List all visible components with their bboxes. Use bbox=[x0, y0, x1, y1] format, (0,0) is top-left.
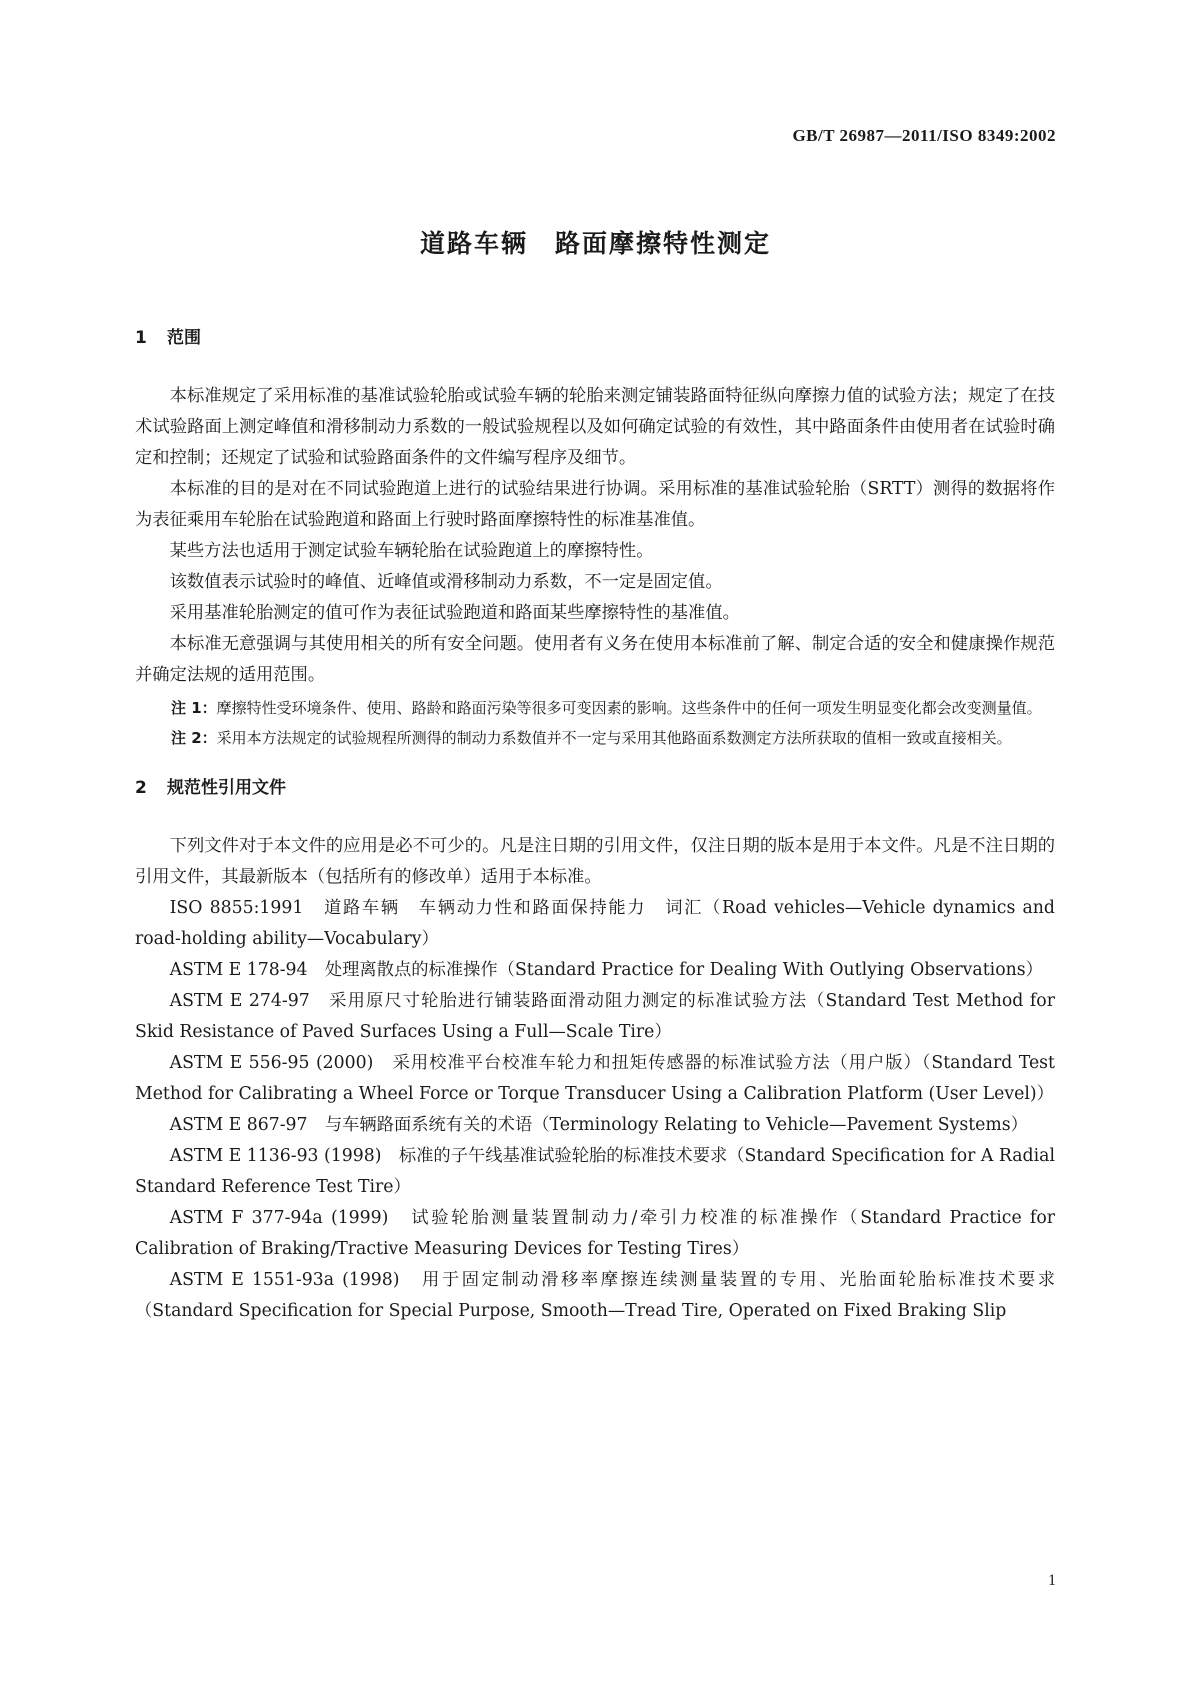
reference-title: 处理离散点的标准操作（Standard Practice for Dealing With Outlying Observations） bbox=[324, 960, 1043, 980]
reference-entry bbox=[135, 986, 1055, 1048]
reference-title: 标准的子午线基准试验轮胎的标准技术要求（Standard Specification for A Radial Standard Reference Test Tire） bbox=[135, 1146, 1055, 1197]
reference-entry bbox=[135, 1110, 1055, 1141]
paragraph: 该数值表示试验时的峰值、近峰值或滑移制动力系数，不一定是固定值。 bbox=[169, 572, 723, 592]
reference-code: ISO 8855:1991 bbox=[169, 898, 304, 918]
paragraph: 某些方法也适用于测定试验车辆轮胎在试验跑道上的摩擦特性。 bbox=[169, 541, 654, 561]
document-body bbox=[135, 323, 1055, 1327]
paragraph: 采用基准轮胎测定的值可作为表征试验跑道和路面某些摩擦特性的基准值。 bbox=[169, 603, 740, 623]
reference-title: 用于固定制动滑移率摩擦连续测量装置的专用、光胎面轮胎标准技术要求（Standard Specification for Special Purpose, Smooth—Tread Tire, Operated on Fixed Braking Slip bbox=[135, 1270, 1055, 1321]
note-label: 注 2： bbox=[171, 729, 217, 747]
paragraph: 本标准的目的是对在不同试验跑道上进行的试验结果进行协调。采用标准的基准试验轮胎（SRTT）测得的数据将作为表征乘用车轮胎在试验跑道和路面上行驶时路面摩擦特性的标准基准值。 bbox=[135, 479, 1055, 530]
reference-entry bbox=[135, 955, 1055, 986]
reference-entry bbox=[135, 1265, 1055, 1327]
section-title: 范围 bbox=[167, 328, 201, 348]
note-label: 注 1： bbox=[171, 699, 217, 717]
paragraph: 本标准规定了采用标准的基准试验轮胎或试验车辆的轮胎来测定铺装路面特征纵向摩擦力值的试验方法；规定了在技术试验路面上测定峰值和滑移制动力系数的一般试验规程以及如何确定试验的有效性，其中路面条件由使用者在试验时确定和控制；还规定了试验和试验路面条件的文件编写程序及细节。 bbox=[135, 386, 1055, 468]
reference-title: 采用校准平台校准车轮力和扭矩传感器的标准试验方法（用户版）（Standard Test Method for Calibrating a Wheel Force or Torque Transducer Using a Calibration Platform (User Level)） bbox=[135, 1053, 1055, 1104]
section-number: 2 bbox=[135, 778, 147, 798]
reference-entry bbox=[135, 1203, 1055, 1265]
section-2-heading bbox=[135, 773, 1055, 804]
reference-code: ASTM E 274-97 bbox=[169, 991, 310, 1011]
page-number: 1 bbox=[1048, 1572, 1056, 1589]
note-text: 摩擦特性受环境条件、使用、路龄和路面污染等很多可变因素的影响。这些条件中的任何一项发生明显变化都会改变测量值。 bbox=[216, 699, 1042, 717]
reference-code: ASTM E 1136-93 (1998) bbox=[169, 1146, 382, 1166]
reference-code: ASTM E 178-94 bbox=[169, 960, 308, 980]
note bbox=[135, 725, 1055, 751]
section-number: 1 bbox=[135, 328, 147, 348]
reference-title: 采用原尺寸轮胎进行铺装路面滑动阻力测定的标准试验方法（Standard Test Method for Skid Resistance of Paved Surfaces Using a Full—Scale Tire） bbox=[135, 991, 1055, 1042]
reference-code: ASTM E 556-95 (2000) bbox=[169, 1053, 374, 1073]
reference-entry bbox=[135, 1048, 1055, 1110]
reference-code: ASTM E 1551-93a (1998) bbox=[169, 1270, 400, 1290]
reference-entry bbox=[135, 1141, 1055, 1203]
document-title: 道路车辆 路面摩擦特性测定 bbox=[419, 229, 771, 258]
paragraph: 本标准无意强调与其使用相关的所有安全问题。使用者有义务在使用本标准前了解、制定合适的安全和健康操作规范并确定法规的适用范围。 bbox=[135, 634, 1055, 685]
paragraph: 下列文件对于本文件的应用是必不可少的。凡是注日期的引用文件，仅注日期的版本是用于本文件。凡是不注日期的引用文件，其最新版本（包括所有的修改单）适用于本标准。 bbox=[135, 836, 1055, 887]
reference-title: 与车辆路面系统有关的术语（Terminology Relating to Vehicle—Pavement Systems） bbox=[324, 1115, 1028, 1135]
reference-code: ASTM E 867-97 bbox=[169, 1115, 308, 1135]
note-text: 采用本方法规定的试验规程所测得的制动力系数值并不一定与采用其他路面系数测定方法所获取的值相一致或直接相关。 bbox=[216, 729, 1012, 747]
reference-entry bbox=[135, 893, 1055, 955]
reference-code: ASTM F 377-94a (1999) bbox=[169, 1208, 389, 1228]
reference-title: 道路车辆 车辆动力性和路面保持能力 词汇（Road vehicles—Vehicle dynamics and road-holding ability—Vocabulary） bbox=[135, 898, 1055, 949]
standard-number: GB/T 26987—2011/ISO 8349:2002 bbox=[792, 126, 1056, 145]
reference-title: 试验轮胎测量装置制动力/牵引力校准的标准操作（Standard Practice for Calibration of Braking/Tractive Measuring Devices for Testing Tires） bbox=[135, 1208, 1055, 1259]
section-1-heading bbox=[135, 323, 1055, 354]
note bbox=[135, 695, 1055, 721]
section-title: 规范性引用文件 bbox=[167, 778, 286, 798]
